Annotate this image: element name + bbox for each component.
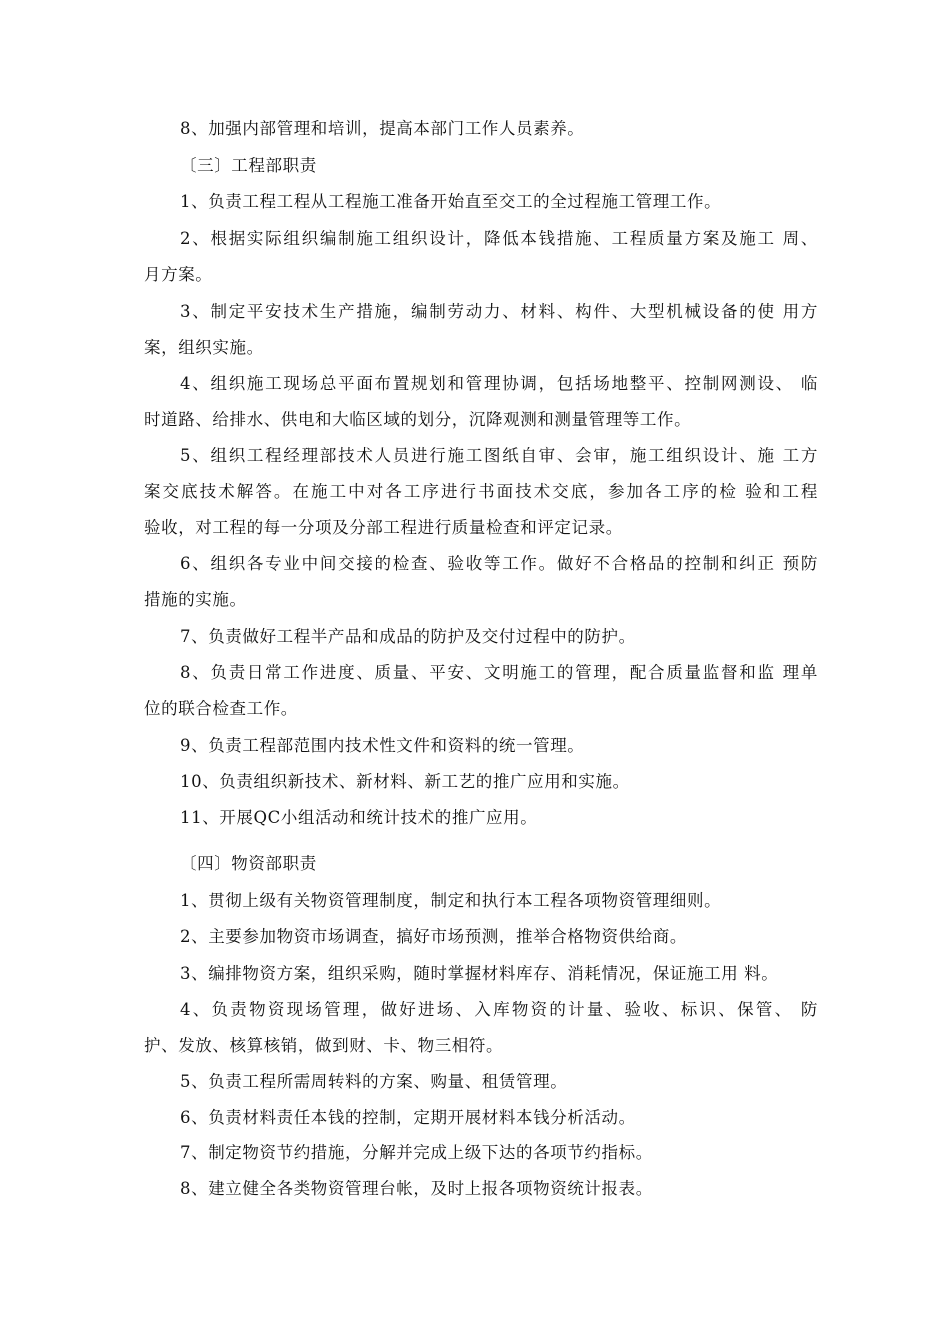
paragraph-line: 8、建立健全各类物资管理台帐，及时上报各项物资统计报表。 [180,1179,653,1198]
paragraph-line: 护、发放、核算核销，做到财、卡、物三相符。 [144,1036,504,1055]
section-heading: 〔三〕工程部职责 [180,156,317,175]
paragraph-line: 4、负责物资现场管理，做好进场、入库物资的计量、验收、标识、保管、 防 [180,1000,818,1019]
paragraph-line: 验收，对工程的每一分项及分部工程进行质量检查和评定记录。 [144,518,623,537]
paragraph-line: 9、负责工程部范围内技术性文件和资料的统一管理。 [180,736,585,755]
paragraph-line: 1、贯彻上级有关物资管理制度，制定和执行本工程各项物资管理细则。 [180,891,722,910]
paragraph-line: 7、负责做好工程半产品和成品的防护及交付过程中的防护。 [180,627,636,646]
paragraph-line: 5、负责工程所需周转料的方案、购量、租赁管理。 [180,1072,568,1091]
paragraph-line: 3、制定平安技术生产措施，编制劳动力、材料、构件、大型机械设备的使 用方 [180,302,818,321]
paragraph-line: 8、负责日常工作进度、质量、平安、文明施工的管理，配合质量监督和监 理单 [180,663,818,682]
paragraph-line: 1、负责工程工程从工程施工准备开始直至交工的全过程施工管理工作。 [180,192,722,211]
paragraph-line: 3、编排物资方案，组织采购，随时掌握材料库存、消耗情况，保证施工用 料。 [180,964,779,983]
paragraph-line: 7、制定物资节约措施，分解并完成上级下达的各项节约指标。 [180,1143,653,1162]
paragraph-line: 月方案。 [144,265,213,284]
paragraph-line: 6、组织各专业中间交接的检查、验收等工作。做好不合格品的控制和纠正 预防 [180,554,818,573]
paragraph-line: 2、根据实际组织编制施工组织设计，降低本钱措施、工程质量方案及施工 周、 [180,229,818,248]
paragraph-line: 措施的实施。 [144,590,247,609]
paragraph-line: 8、加强内部管理和培训，提高本部门工作人员素养。 [180,119,585,138]
paragraph-line: 11、开展QC小组活动和统计技术的推广应用。 [180,808,538,827]
paragraph-line: 10、负责组织新技术、新材料、新工艺的推广应用和实施。 [180,772,630,791]
paragraph-line: 5、组织工程经理部技术人员进行施工图纸自审、会审，施工组织设计、施 工方 [180,446,818,465]
paragraph-line: 案交底技术解答。在施工中对各工序进行书面技术交底，参加各工序的检 验和工程 [144,482,818,501]
paragraph-line: 6、负责材料责任本钱的控制，定期开展材料本钱分析活动。 [180,1108,636,1127]
paragraph-line: 4、组织施工现场总平面布置规划和管理协调，包括场地整平、控制网测设、 临 [180,374,818,393]
paragraph-line: 案，组织实施。 [144,338,264,357]
paragraph-line: 时道路、给排水、供电和大临区域的划分，沉降观测和测量管理等工作。 [144,410,692,429]
paragraph-line: 位的联合检查工作。 [144,699,298,718]
section-heading: 〔四〕物资部职责 [180,854,317,873]
paragraph-line: 2、主要参加物资市场调查，搞好市场预测，推举合格物资供给商。 [180,927,687,946]
